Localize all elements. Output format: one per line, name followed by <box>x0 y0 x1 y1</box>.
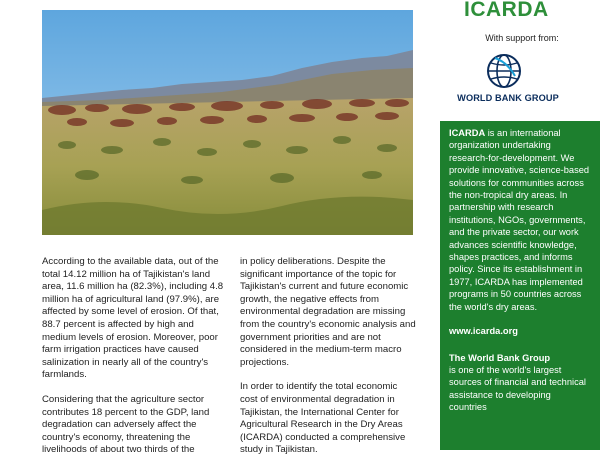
article-paragraph: In order to identify the total economic cost of environmental degradation in Tajikistan, the International Center for Agricultural Research in the Dry Areas (ICARDA) conducted a comprehensive study in Tajikistan. <box>240 381 406 456</box>
article-column-1 <box>42 256 227 469</box>
landscape-photo <box>42 10 413 235</box>
world-bank-globe-icon <box>485 52 523 95</box>
world-bank-group-logo-text: WORLD BANK GROUP <box>457 93 559 103</box>
support-caption: With support from: <box>485 33 559 43</box>
world-bank-description <box>449 352 590 414</box>
world-bank-description-text: is one of the world's largest sources of financial and technical assistance to developing countries <box>449 364 586 413</box>
organization-info-panel <box>440 121 600 450</box>
article-paragraph: According to the available data, out of the total 14.12 million ha of Tajikistan's land area, 11.6 million ha (82.3%), including 4.8 million ha of agricultural land (97.9%), are affected by some level of erosion. Of that, 88.7 percent is affected by high and medium levels of erosion. Moreover, poor farm irrigation practices have caused salinization in nearly all of the country's farmlands. <box>42 256 224 381</box>
article-paragraph: in policy deliberations. Despite the significant importance of the topic for Tajikistan's current and future economic growth, the negative effects from environmental degradation are missing from the country's economic analysis and government priorities and are not considered in the medium-term macro projections. <box>240 256 416 368</box>
article-column-2 <box>240 256 416 469</box>
icarda-logo: ICARDA <box>464 0 549 21</box>
world-bank-heading: The World Bank Group <box>449 352 551 363</box>
icarda-description-text: is an international organization undertaking research-for-development. We provide innovative, science-based solutions for communities across the non-tropical dry areas. In partnership with research institutions, NGOs, governments, and the private sector, our work advances scientific knowledge, shapes practices, and informs policy. Since its establishment in 1977, ICARDA has implemented programs in 50 countries across the world's dry areas. <box>449 128 590 312</box>
article-paragraph: Considering that the agriculture sector contributes 18 percent to the GDP, land degradation can adversely affect the country's economy, threatening the livelihoods of about two thirds of the <box>42 393 210 456</box>
icarda-website-link[interactable]: www.icarda.org <box>449 326 518 337</box>
icarda-name: ICARDA <box>449 128 486 138</box>
icarda-description <box>449 127 590 313</box>
